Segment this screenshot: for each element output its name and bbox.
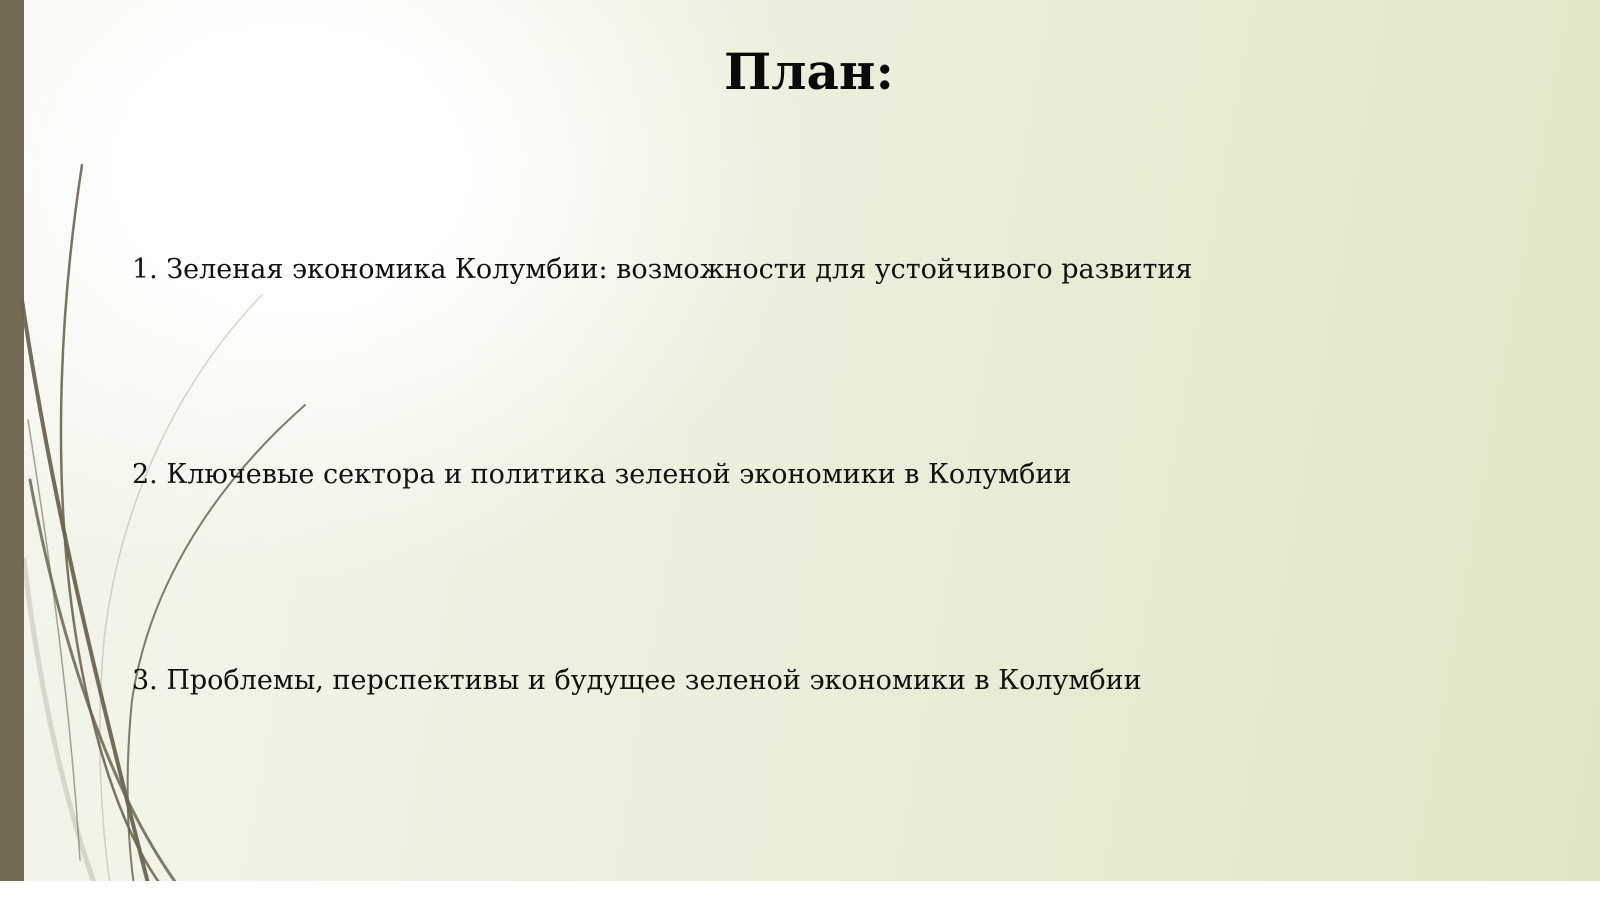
bottom-margin [0,881,1600,899]
plan-item-3: 3. Проблемы, перспективы и будущее зеленой экономики в Колумбии [132,665,1142,696]
plan-item-2: 2. Ключевые сектора и политика зеленой экономики в Колумбии [132,459,1072,490]
slide-title: План: [724,42,894,101]
plan-item-1: 1. Зеленая экономика Колумбии: возможности для устойчивого развития [132,254,1193,285]
grass-decoration [0,0,360,899]
